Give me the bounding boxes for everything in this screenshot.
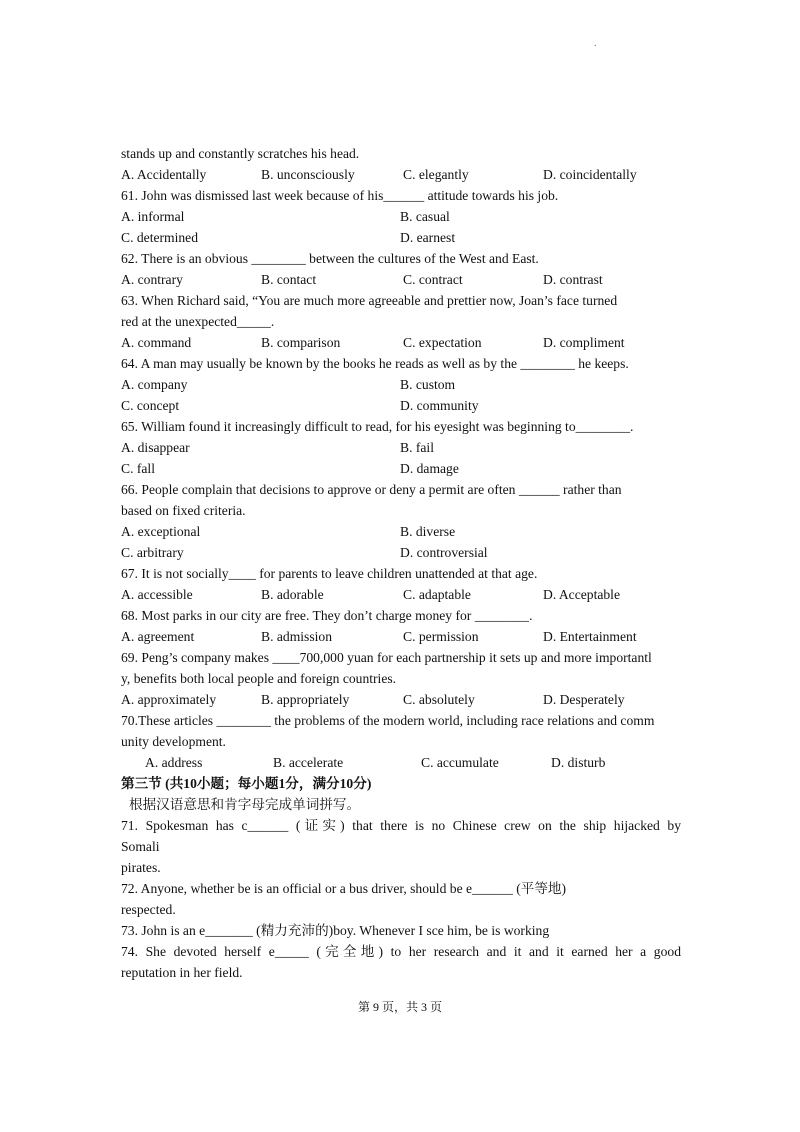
option-a: A. Accidentally xyxy=(121,167,207,182)
option-c: C. adaptable xyxy=(403,587,471,602)
q63-stem-2: red at the unexpected_____. xyxy=(121,314,275,329)
q61-options-cd xyxy=(121,227,681,248)
option-d: D. contrast xyxy=(543,272,603,287)
q67-options xyxy=(121,584,681,605)
q60-tail: stands up and constantly scratches his head. xyxy=(121,146,360,161)
option-b: B. custom xyxy=(400,377,456,392)
option-b: B. diverse xyxy=(400,524,456,539)
option-c: C. expectation xyxy=(403,335,482,350)
option-d: D. community xyxy=(400,398,479,413)
option-c: C. fall xyxy=(121,461,155,476)
q68-stem: 68. Most parks in our city are free. They don’t charge money for ________. xyxy=(121,608,533,623)
option-c: C. accumulate xyxy=(421,755,499,770)
option-a: A. disappear xyxy=(121,440,190,455)
option-b: B. appropriately xyxy=(261,692,350,707)
q74-stem-1: 74. She devoted herself e_____ (完全地) to her research and it and it earned her a good xyxy=(121,944,681,959)
q66-stem-2: based on fixed criteria. xyxy=(121,503,246,518)
option-a: A. company xyxy=(121,377,188,392)
option-c: C. contract xyxy=(403,272,463,287)
q71-stem-1: 71. Spokesman has c______ (证实) that there is no Chinese crew on the ship hijacked by xyxy=(121,818,681,833)
question-content xyxy=(121,143,681,983)
option-b: B. admission xyxy=(261,629,332,644)
option-a: A. agreement xyxy=(121,629,195,644)
q69-stem-1: 69. Peng’s company makes ____700,000 yuan for each partnership it sets up and more importantl xyxy=(121,650,652,665)
option-b: B. accelerate xyxy=(273,755,344,770)
option-b: B. unconsciously xyxy=(261,167,355,182)
q64-options-cd xyxy=(121,395,681,416)
option-d: D. Entertainment xyxy=(543,629,637,644)
section-3-instructions: 根据汉语意思和肯字母完成单词拼写。 xyxy=(129,797,361,812)
q63-options xyxy=(121,332,681,353)
q61-options-ab xyxy=(121,206,681,227)
q69-options xyxy=(121,689,681,710)
option-c: C. determined xyxy=(121,230,199,245)
option-c: C. concept xyxy=(121,398,180,413)
header-mark: . xyxy=(594,38,597,49)
q69-stem-2: y, benefits both local people and foreign countries. xyxy=(121,671,397,686)
option-b: B. comparison xyxy=(261,335,341,350)
q64-options-ab xyxy=(121,374,681,395)
q61-stem: 61. John was dismissed last week because of his______ attitude towards his job. xyxy=(121,188,559,203)
q63-stem-1: 63. When Richard said, “You are much more agreeable and prettier now, Joan’s face turned xyxy=(121,293,618,308)
option-a: A. accessible xyxy=(121,587,193,602)
q68-options xyxy=(121,626,681,647)
q66-options-ab xyxy=(121,521,681,542)
q72-stem-2: respected. xyxy=(121,902,176,917)
page-footer: 第 9 页，共 3 页 xyxy=(357,1000,442,1014)
q65-options-ab xyxy=(121,437,681,458)
option-b: B. contact xyxy=(261,272,317,287)
option-d: D. compliment xyxy=(543,335,625,350)
q62-options xyxy=(121,269,681,290)
option-a: A. contrary xyxy=(121,272,183,287)
option-b: B. fail xyxy=(400,440,434,455)
option-d: D. earnest xyxy=(400,230,456,245)
option-a: A. informal xyxy=(121,209,185,224)
q64-stem: 64. A man may usually be known by the books he reads as well as by the ________ he keeps. xyxy=(121,356,629,371)
section-3-heading: 第三节 (共10小题；每小题1分，满分10分) xyxy=(121,776,372,791)
q70-options xyxy=(121,752,681,773)
option-c: C. elegantly xyxy=(403,167,469,182)
q71-stem-3: pirates. xyxy=(121,860,161,875)
option-d: D. damage xyxy=(400,461,459,476)
option-d: D. coincidentally xyxy=(543,167,637,182)
q70-stem-1: 70.These articles ________ the problems of the modern world, including race relations and comm xyxy=(121,713,655,728)
option-d: D. controversial xyxy=(400,545,488,560)
option-b: B. adorable xyxy=(261,587,324,602)
q71-stem-2: Somali xyxy=(121,839,160,854)
option-d: D. disturb xyxy=(551,755,606,770)
option-d: D. Acceptable xyxy=(543,587,620,602)
option-a: A. address xyxy=(145,755,203,770)
option-c: C. arbitrary xyxy=(121,545,184,560)
option-a: A. approximately xyxy=(121,692,217,707)
q66-options-cd xyxy=(121,542,681,563)
option-d: D. Desperately xyxy=(543,692,625,707)
q66-stem-1: 66. People complain that decisions to approve or deny a permit are often ______ rather than xyxy=(121,482,622,497)
q62-stem: 62. There is an obvious ________ between the cultures of the West and East. xyxy=(121,251,539,266)
option-c: C. permission xyxy=(403,629,479,644)
option-a: A. command xyxy=(121,335,192,350)
q74-stem-2: reputation in her field. xyxy=(121,965,243,980)
q72-stem-1: 72. Anyone, whether be is an official or a bus driver, should be e______ (平等地) xyxy=(121,881,567,896)
option-a: A. exceptional xyxy=(121,524,201,539)
q73-stem: 73. John is an e_______ (精力充沛的)boy. Whenever I sce him, be is working xyxy=(121,923,550,938)
q65-stem: 65. William found it increasingly difficult to read, for his eyesight was beginning to________. xyxy=(121,419,634,434)
option-b: B. casual xyxy=(400,209,450,224)
q60-options xyxy=(121,164,681,185)
q70-stem-2: unity development. xyxy=(121,734,226,749)
q67-stem: 67. It is not socially____ for parents to leave children unattended at that age. xyxy=(121,566,538,581)
option-c: C. absolutely xyxy=(403,692,475,707)
q65-options-cd xyxy=(121,458,681,479)
